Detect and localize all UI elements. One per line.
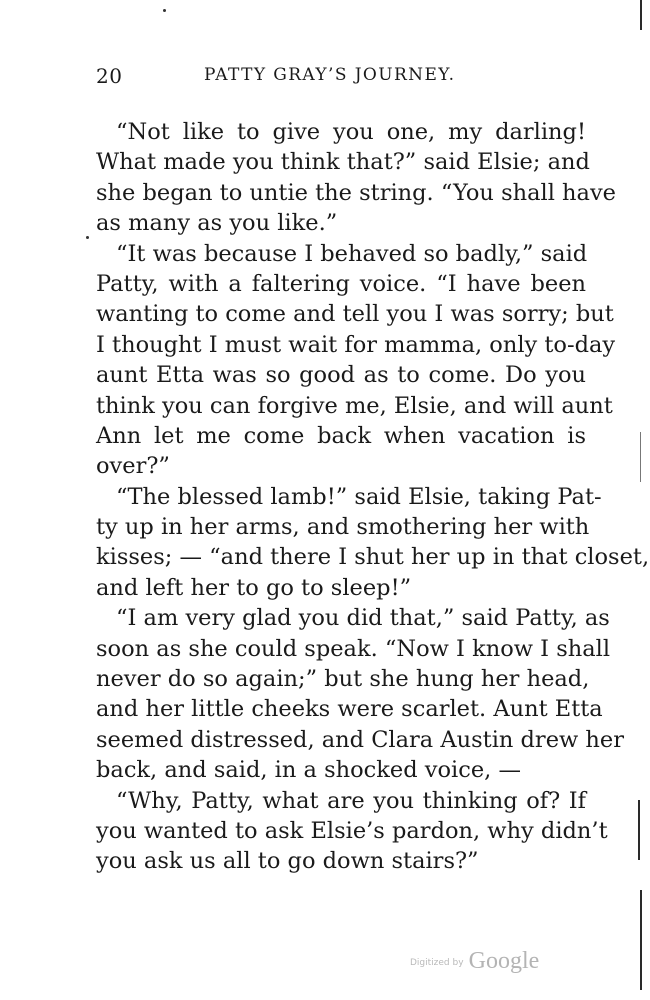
scan-speck [86, 236, 89, 239]
text-line: think you can forgive me, Elsie, and will aunt [96, 392, 613, 419]
text-line: as many as you like.” [96, 210, 338, 237]
text-line: and left her to go to sleep!” [96, 574, 412, 601]
text-line: you wanted to ask Elsie’s pardon, why didn’t [96, 817, 608, 844]
text-line: she began to untie the string. “You shall have [96, 179, 616, 206]
text-line: ty up in her arms, and smothering her with [96, 514, 590, 541]
text-line: soon as she could speak. “Now I know I shall [96, 635, 611, 662]
body-text [96, 117, 650, 877]
text-line: “Why, Patty, what are you thinking of? If [116, 787, 586, 814]
text-line: back, and said, in a shocked voice, — [96, 757, 521, 784]
text-line: aunt Etta was so good as to come. Do you [96, 362, 586, 389]
scan-edge-mark [640, 890, 642, 990]
scan-speck [163, 9, 166, 12]
text-line: seemed distressed, and Clara Austin drew her [96, 726, 624, 753]
scan-edge-mark [640, 0, 642, 30]
text-line: kisses; — “and there I shut her up in that closet, [96, 544, 650, 571]
text-line: wanting to come and tell you I was sorry; but [96, 301, 614, 328]
scan-edge-mark [638, 800, 640, 860]
text-line: Patty, with a faltering voice. “I have been [96, 270, 586, 297]
watermark-brand: Google [468, 948, 540, 974]
text-line: and her little cheeks were scarlet. Aunt Etta [96, 696, 603, 723]
text-line: over?” [96, 453, 170, 480]
text-line: I thought I must wait for mamma, only to-day [96, 331, 616, 358]
page-number: 20 [96, 64, 123, 88]
text-line: “It was because I behaved so badly,” said [116, 240, 588, 267]
text-line: “Not like to give you one, my darling! [116, 119, 586, 145]
digitized-watermark [410, 948, 539, 978]
text-line: you ask us all to go down stairs?” [96, 848, 479, 875]
text-line: Ann let me come back when vacation is [96, 422, 586, 449]
scan-edge-mark [640, 432, 641, 482]
text-line: “I am very glad you did that,” said Patty, as [116, 605, 610, 632]
watermark-prefix: Digitized by [410, 958, 464, 968]
text-line: What made you think that?” said Elsie; and [96, 149, 590, 176]
page-header [96, 64, 470, 94]
text-line: “The blessed lamb!” said Elsie, taking Pat- [116, 483, 602, 510]
running-title: PATTY GRAY’S JOURNEY. [204, 65, 456, 85]
text-line: never do so again;” but she hung her head, [96, 666, 590, 693]
